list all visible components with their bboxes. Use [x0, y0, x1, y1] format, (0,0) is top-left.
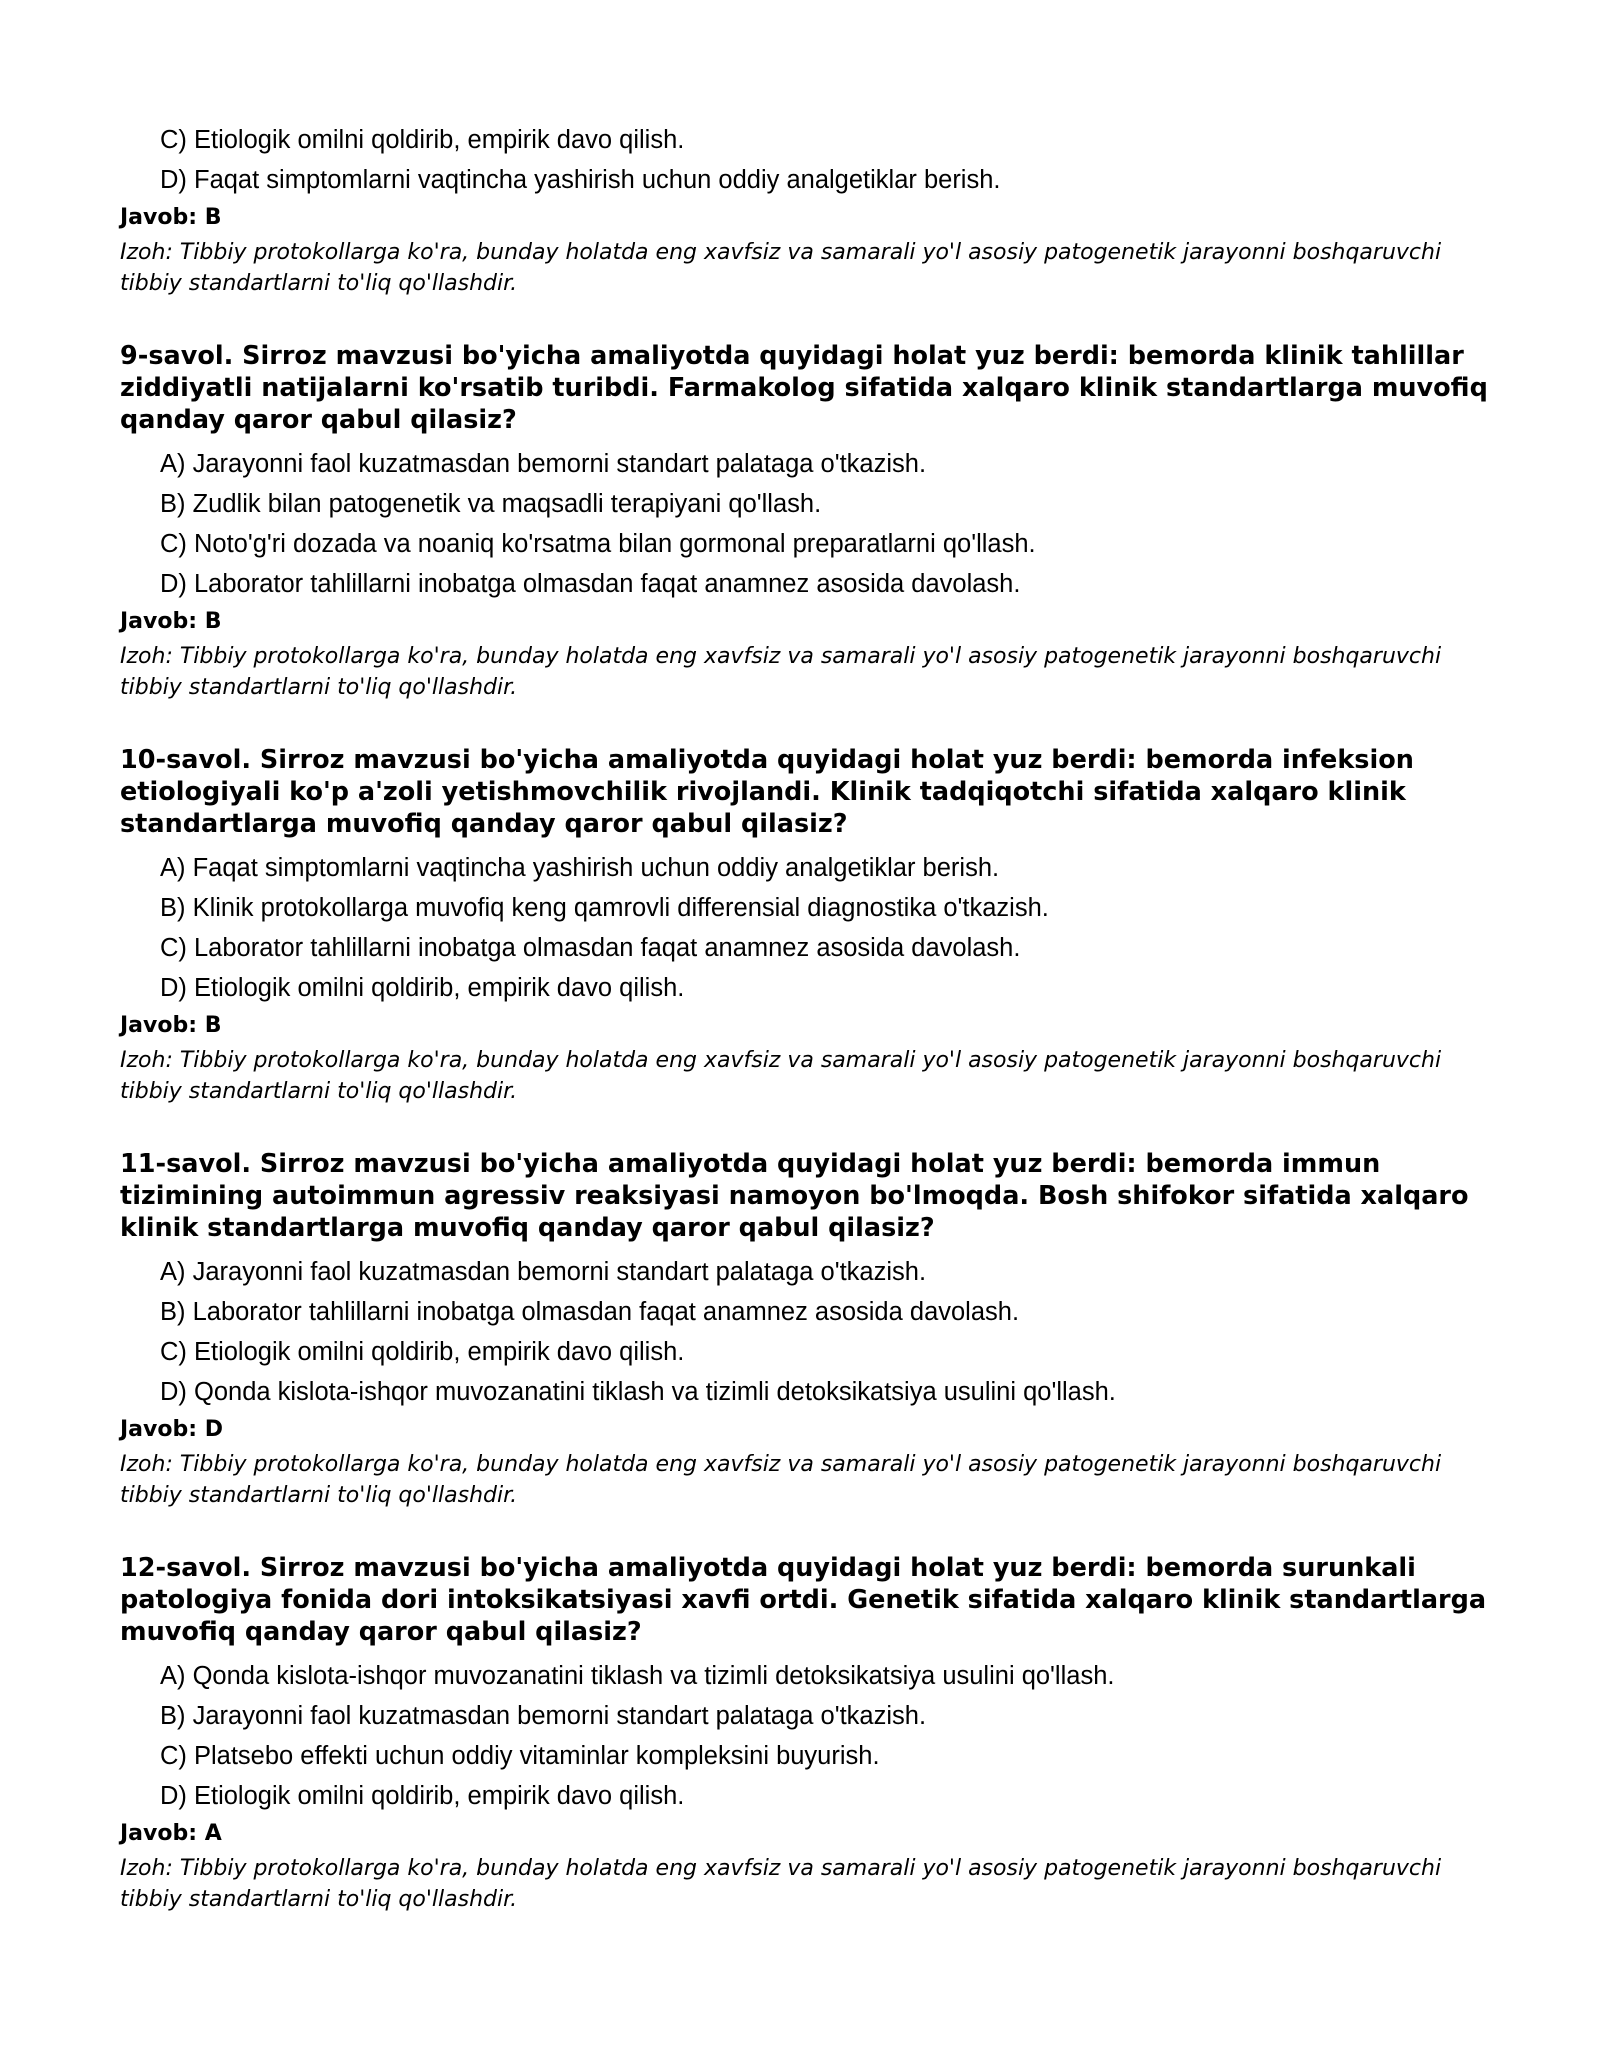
- question-10: [120, 744, 1470, 1107]
- option-a: A) Jarayonni faol kuzatmasdan bemorni standart palataga o'tkazish.: [160, 450, 927, 478]
- answer-label: Javob: A: [120, 1821, 222, 1846]
- answer-label: Javob: D: [120, 1417, 223, 1442]
- option-a: A) Jarayonni faol kuzatmasdan bemorni standart palataga o'tkazish.: [160, 1258, 927, 1286]
- option-c: C) Noto'g'ri dozada va noaniq ko'rsatma bilan gormonal preparatlarni qo'llash.: [160, 530, 1036, 558]
- option-d: D) Laborator tahlillarni inobatga olmasdan faqat anamnez asosida davolash.: [160, 570, 1021, 598]
- question-8-continuation: [120, 120, 1470, 299]
- explanation-note: Izoh: Tibbiy protokollarga ko'ra, bunday holatda eng xavfsiz va samarali yo'l asosiy patogenetik jarayonni boshqaruvchi tibbiy standartlarni to'liq qo'llashdir.: [120, 240, 1442, 296]
- answer-label: Javob: B: [120, 609, 222, 634]
- option-b: B) Jarayonni faol kuzatmasdan bemorni standart palataga o'tkazish.: [160, 1702, 927, 1730]
- option-c: C) Etiologik omilni qoldirib, empirik davo qilish.: [160, 126, 685, 154]
- question-text: 12-savol. Sirroz mavzusi bo'yicha amaliyotda quyidagi holat yuz berdi: bemorda surunkali patologiya fonida dori intoksikatsiyasi xavfi ortdi. Genetik sifatida xalqaro klinik standartlarga muvofiq qanday qaror qabul qilasiz?: [120, 1553, 1487, 1647]
- option-d: D) Faqat simptomlarni vaqtincha yashirish uchun oddiy analgetiklar berish.: [160, 166, 1001, 194]
- option-c: C) Etiologik omilni qoldirib, empirik davo qilish.: [160, 1338, 685, 1366]
- question-12: [120, 1552, 1487, 1915]
- option-b: B) Klinik protokollarga muvofiq keng qamrovli differensial diagnostika o'tkazish.: [160, 894, 1049, 922]
- explanation-note: Izoh: Tibbiy protokollarga ko'ra, bunday holatda eng xavfsiz va samarali yo'l asosiy patogenetik jarayonni boshqaruvchi tibbiy standartlarni to'liq qo'llashdir.: [120, 1452, 1442, 1508]
- explanation-note: Izoh: Tibbiy protokollarga ko'ra, bunday holatda eng xavfsiz va samarali yo'l asosiy patogenetik jarayonni boshqaruvchi tibbiy standartlarni to'liq qo'llashdir.: [120, 1856, 1442, 1912]
- option-d: D) Qonda kislota-ishqor muvozanatini tiklash va tizimli detoksikatsiya usulini qo'llash.: [160, 1378, 1116, 1406]
- answer-label: Javob: B: [120, 1013, 222, 1038]
- option-a: A) Faqat simptomlarni vaqtincha yashirish uchun oddiy analgetiklar berish.: [160, 854, 1000, 882]
- question-text: 10-savol. Sirroz mavzusi bo'yicha amaliyotda quyidagi holat yuz berdi: bemorda infeksion etiologiyali ko'p a'zoli yetishmovchilik rivojlandi. Klinik tadqiqotchi sifatida xalqaro klinik standartlarga muvofiq qanday qaror qabul qilasiz?: [120, 745, 1414, 839]
- answer-label: Javob: B: [120, 205, 222, 230]
- option-d: D) Etiologik omilni qoldirib, empirik davo qilish.: [160, 1782, 685, 1810]
- question-9: [120, 340, 1488, 703]
- option-b: B) Laborator tahlillarni inobatga olmasdan faqat anamnez asosida davolash.: [160, 1298, 1020, 1326]
- question-text: 9-savol. Sirroz mavzusi bo'yicha amaliyotda quyidagi holat yuz berdi: bemorda klinik tahlillar ziddiyatli natijalarni ko'rsatib turibdi. Farmakolog sifatida xalqaro klinik standartlarga muvofiq qanday qaror qabul qilasiz?: [120, 341, 1488, 435]
- question-11: [120, 1148, 1470, 1511]
- question-text: 11-savol. Sirroz mavzusi bo'yicha amaliyotda quyidagi holat yuz berdi: bemorda immun tizimining autoimmun agressiv reaksiyasi namoyon bo'lmoqda. Bosh shifokor sifatida xalqaro klinik standartlarga muvofiq qanday qaror qabul qilasiz?: [120, 1149, 1469, 1243]
- explanation-note: Izoh: Tibbiy protokollarga ko'ra, bunday holatda eng xavfsiz va samarali yo'l asosiy patogenetik jarayonni boshqaruvchi tibbiy standartlarni to'liq qo'llashdir.: [120, 1048, 1442, 1104]
- option-c: C) Laborator tahlillarni inobatga olmasdan faqat anamnez asosida davolash.: [160, 934, 1021, 962]
- option-b: B) Zudlik bilan patogenetik va maqsadli terapiyani qo'llash.: [160, 490, 822, 518]
- option-c: C) Platsebo effekti uchun oddiy vitaminlar kompleksini buyurish.: [160, 1742, 880, 1770]
- option-d: D) Etiologik omilni qoldirib, empirik davo qilish.: [160, 974, 685, 1002]
- explanation-note: Izoh: Tibbiy protokollarga ko'ra, bunday holatda eng xavfsiz va samarali yo'l asosiy patogenetik jarayonni boshqaruvchi tibbiy standartlarni to'liq qo'llashdir.: [120, 644, 1442, 700]
- option-a: A) Qonda kislota-ishqor muvozanatini tiklash va tizimli detoksikatsiya usulini qo'llash.: [160, 1662, 1115, 1690]
